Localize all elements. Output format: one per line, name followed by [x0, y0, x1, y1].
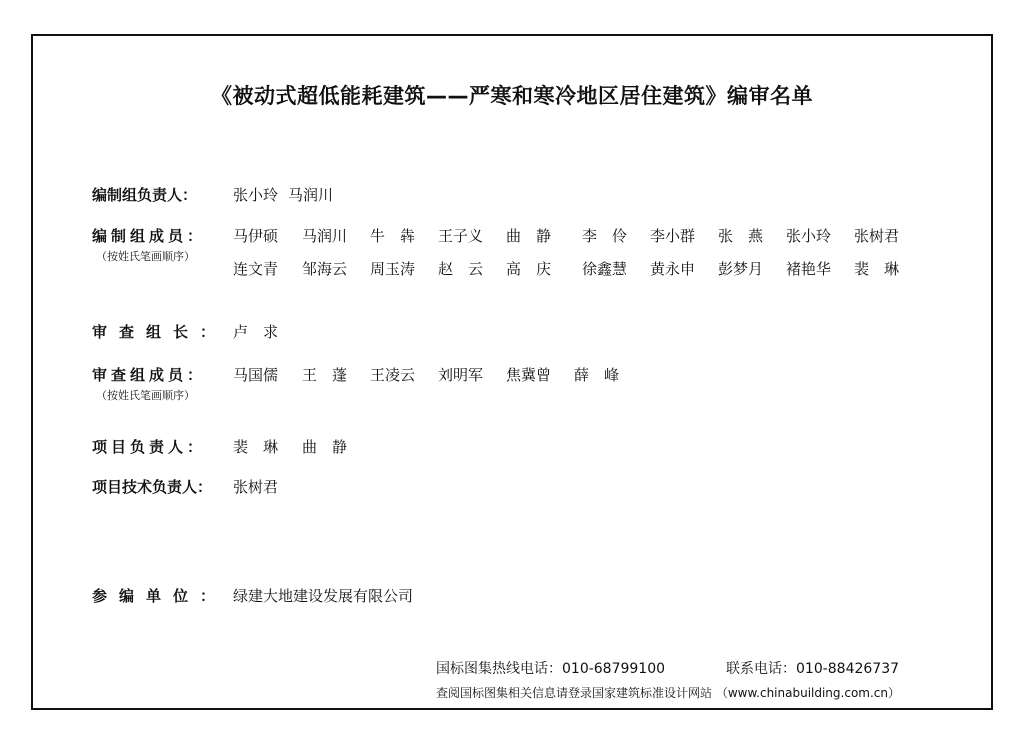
compile-member-name: 赵 云: [438, 260, 484, 278]
compile-member-name: 马润川: [302, 227, 348, 245]
participant-unit-label: 参编单位：: [92, 587, 228, 605]
compile-member-name: 李小群: [650, 227, 696, 245]
compile-members-label: 编制组成员：: [92, 227, 207, 245]
project-tech-leader-label: 项目技术负责人：: [92, 478, 213, 496]
page-title: 《被动式超低能耗建筑——严寒和寒冷地区居住建筑》编审名单: [211, 84, 813, 108]
compile-member-name: 张小玲: [786, 227, 832, 245]
compile-member-name: 邹海云: [302, 260, 348, 278]
compile-member-name: 连文青: [233, 260, 279, 278]
compile-member-name: 徐鑫慧: [582, 260, 628, 278]
compile-member-name: 周玉涛: [370, 260, 416, 278]
compile-member-name: 李 伶: [582, 227, 628, 245]
compile-leader-name: 马润川: [288, 186, 334, 204]
review-member-name: 王 蓬: [302, 366, 348, 384]
review-member-name: 薛 峰: [574, 366, 620, 384]
project-tech-leader-name: 张树君: [233, 478, 279, 496]
compile-member-name: 曲 静: [506, 227, 552, 245]
review-member-name: 王凌云: [370, 366, 416, 384]
review-members-label: 审查组成员：: [92, 366, 207, 384]
project-leader-label: 项目负责人：: [92, 438, 207, 456]
compile-member-name: 王子义: [438, 227, 484, 245]
project-leader-name: 曲 静: [302, 438, 348, 456]
review-member-name: 焦冀曾: [506, 366, 552, 384]
participant-unit-name: 绿建大地建设发展有限公司: [233, 587, 414, 605]
contact-phone-text: 联系电话：010-88426737: [726, 661, 900, 677]
compile-leader-name: 张小玲: [233, 186, 279, 204]
review-member-name: 马国儒: [233, 366, 279, 384]
compile-member-name: 牛 犇: [370, 227, 416, 245]
compile-member-name: 裴 琳: [854, 260, 900, 278]
review-leader-name: 卢 求: [233, 323, 279, 341]
compile-leader-label: 编制组负责人：: [92, 186, 198, 204]
compile-member-name: 高 庆: [506, 260, 552, 278]
hotline-text: 国标图集热线电话：010-68799100: [436, 661, 666, 677]
review-member-name: 刘明军: [438, 366, 484, 384]
project-leader-name: 裴 琳: [233, 438, 279, 456]
compile-member-name: 马伊硕: [233, 227, 279, 245]
compile-member-name: 张树君: [854, 227, 900, 245]
review-leader-label: 审查组长：: [92, 323, 228, 341]
compile-member-name: 黄永申: [650, 260, 696, 278]
website-text: 查阅国标图集相关信息请登录国家建筑标准设计网站 （www.chinabuilding.com.cn）: [436, 686, 900, 700]
compile-member-name: 张 燕: [718, 227, 764, 245]
compile-member-name: 褚艳华: [786, 260, 832, 278]
compile-member-name: 彭梦月: [718, 260, 764, 278]
compile-members-note: （按姓氏笔画顺序）: [96, 250, 195, 263]
review-members-note: （按姓氏笔画顺序）: [96, 389, 195, 402]
